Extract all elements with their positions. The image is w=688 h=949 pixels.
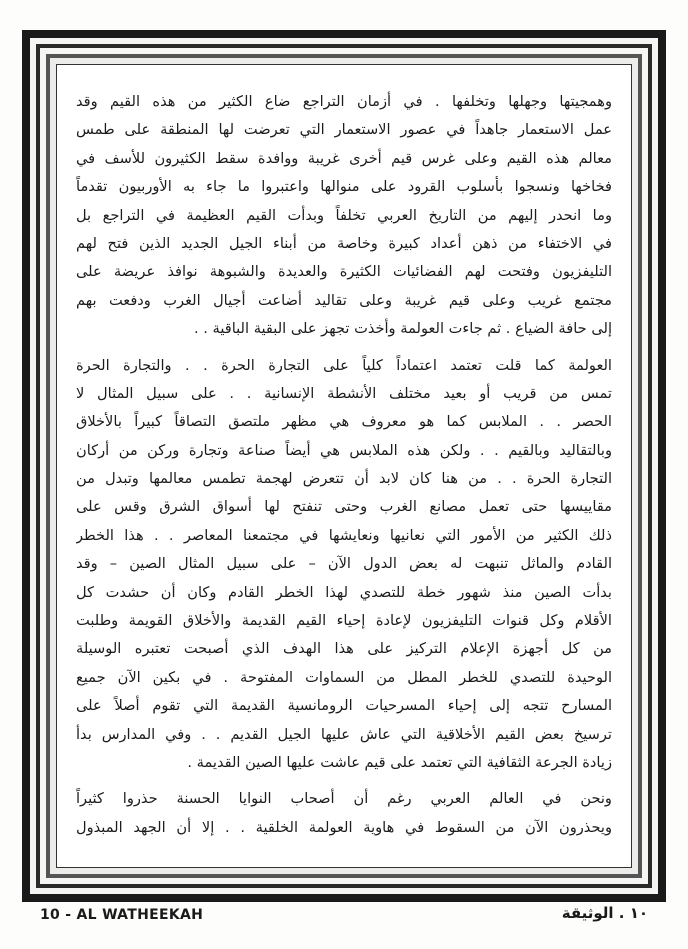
text-line: إلى حافة الضياع . ثم جاءت العولمة وأخذت تجهز على البقية الباقية . .	[193, 320, 612, 338]
text-line: العولمة كما قلت تعتمد اعتماداً كلياً على التجارة الحرة . . والتجارة الحرة	[76, 356, 612, 374]
footer-page-label-latin: 10 - AL WATHEEKAH	[40, 907, 204, 923]
paragraph-2	[76, 352, 612, 778]
text-line: فخاخها ونسجوا بأسلوب القرود على منوالها واعتبروا ما جاء به الأوربيون تقدماً	[76, 178, 612, 196]
text-line: القادم والماثل تنبهت له بعض الدول الآن – على سبيل المثال الصين – وقد	[76, 555, 612, 573]
text-line: زيادة الجرعة الثقافية التي تعتمد على قيم عاشت عليها الصين القديمة .	[187, 753, 612, 771]
text-line: ونحن في العالم العربي رغم أن أصحاب النوايا الحسنة حذروا كثيراً	[76, 790, 612, 808]
text-line: عمل الاستعمار جاهداً في عصور الاستعمار التي تعرضت لها المنطقة على طمس	[76, 121, 612, 139]
paragraph-3	[76, 785, 612, 842]
text-line: الحصر . . الملابس كما هو معروف هي مظهر ملتصق التصاقاً كبيراً بالأخلاق	[76, 413, 612, 431]
text-line: وبالتقاليد وبالقيم . . ولكن هذه الملابس هي أيضاً صناعة وتجارة وركن من أركان	[76, 441, 612, 459]
text-line: وما انحدر إليهم من التاريخ العربي تخلفاً وبدأت القيم العظيمة في التراجع بل	[76, 206, 612, 224]
text-line: التليفزيون وفتحت لهم الفضائيات الكثيرة والعديدة والشبوهة نوافذ عريضة على	[76, 263, 612, 281]
text-line: المسارح تتجه إلى إحياء المسرحيات الرومانسية القديمة التي تقوم أصلاً على	[76, 697, 612, 715]
text-line: بدأت الصين منذ شهور خطة للتصدي لهذا الخطر القادم وكان أن حشدت كل	[76, 583, 612, 601]
text-line: معالم هذه القيم وعلى غرس قيم أخرى غريبة ووافدة سقط الكثيرون للأسف في	[76, 149, 612, 167]
text-line: ترسيخ بعض القيم الأخلاقية التي عاش عليها الجيل القديم . . وفي المدارس بدأ	[76, 725, 612, 743]
text-line: الوحيدة للتصدي للخطر المطل من السماوات المفتوحة . في بكين الآن جميع	[76, 668, 612, 686]
text-line: مجتمع غريب وعلى قيم غريبة وعلى تقاليد أضاعت أجيال الغرب ودفعت بهم	[76, 291, 612, 309]
text-line: ذلك الكثير من الأمور التي نعانيها ونعايشها في مجتمعنا المعاصر . . هذا الخطر	[76, 526, 612, 544]
text-line: ويحذرون الآن من السقوط في هاوية العولمة الخلقية . . إلا أن الجهد المبذول	[76, 818, 612, 836]
text-line: في الاختفاء من ذهن أعداد كبيرة وخاصة من أبناء الجيل الجديد الذين فتح لهم	[76, 234, 612, 252]
text-line: وهمجيتها وجهلها وتخلفها . في أزمان التراجع ضاع الكثير من هذه القيم وقد	[76, 93, 612, 110]
paragraph-gap	[76, 777, 612, 785]
text-line: الأقلام وكل قنوات التليفزيون لإعادة إحياء القيم القديمة والأخلاق القويمة وطلبت	[76, 612, 612, 630]
paragraph-gap	[76, 344, 612, 352]
article-body	[76, 88, 612, 848]
text-line: التجارة الحرة . . من هنا كان لابد أن تتعرض لهجمة تطمس معالمها وتبدل من	[76, 470, 612, 488]
text-line: مقاييسها حتى تعمل مصانع الغرب وحتى تنفتح لها أسواق الشرق وقس على	[76, 498, 612, 516]
text-line: من كل أجهزة الإعلام التركيز على هذا الهدف الذي أصبحت تعتبره الوسيلة	[76, 640, 612, 658]
paragraph-1	[76, 88, 612, 344]
text-line: تمس من قريب أو بعيد مختلف الأنشطة الإنسانية . . على سبيل المثال لا	[76, 384, 612, 402]
footer-page-label-arabic: ١٠ . الوثيقة	[561, 904, 648, 922]
